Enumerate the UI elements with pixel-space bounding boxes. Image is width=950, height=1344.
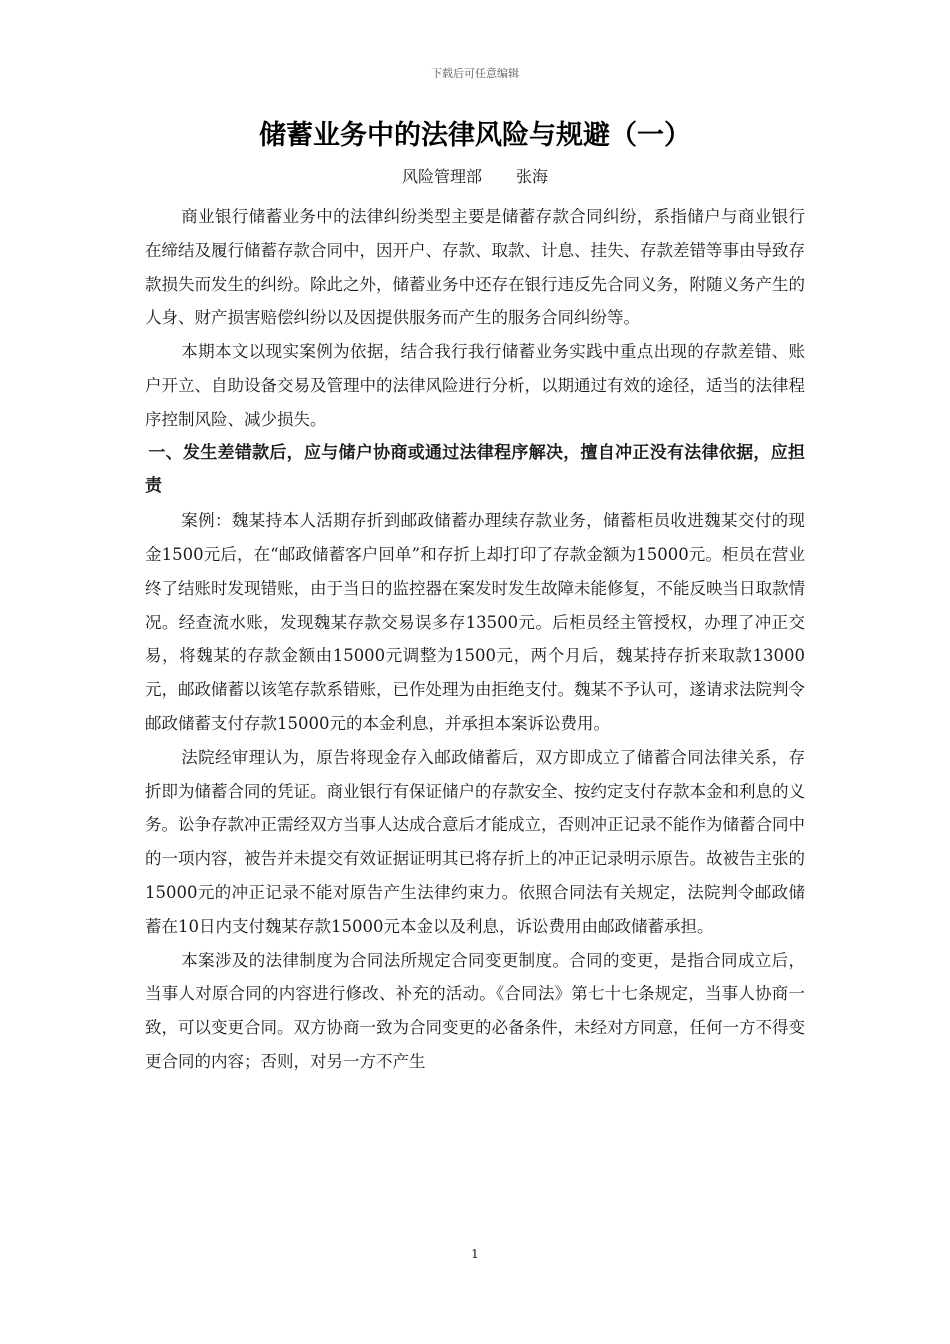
paragraph-analysis: 本案涉及的法律制度为合同法所规定合同变更制度。合同的变更，是指合同成立后，当事人对原合同的内容进行修改、补充的活动。《合同法》第七十七条规定，当事人协商一致，可以变更合同。双方协商一致为合同变更的必备条件，未经对方同意，任何一方不得变更合同的内容；否则，对另一方不产生	[145, 950, 805, 1071]
document-title: 储蓄业务中的法律风险与规避（一）	[259, 120, 691, 151]
section-heading-1: 一、发生差错款后，应与储户协商或通过法律程序解决，擅自冲正没有法律依据，应担责	[145, 442, 805, 497]
paragraph-purpose: 本期本文以现实案例为依据，结合我行我行储蓄业务实践中重点出现的存款差错、账户开立、自助设备交易及管理中的法律风险进行分析，以期通过有效的途径，适当的法律程序控制风险、减少损失。	[145, 342, 805, 429]
page-number: 1	[471, 1247, 479, 1261]
byline-department: 风险管理部	[401, 167, 482, 186]
paragraph-case: 案例：魏某持本人活期存折到邮政储蓄办理续存款业务，储蓄柜员收进魏某交付的现金1500元后，在“邮政储蓄客户回单”和存折上却打印了存款金额为15000元。柜员在营业终了结账时发现错账，由于当日的监控器在案发时发生故障未能修复，不能反映当日取款情况。经查流水账，发现魏某存款交易误多存13500元。后柜员经主管授权，办理了冲正交易，将魏某的存款金额由15000元调整为1500元，两个月后，魏某持存折来取款13000元，邮政储蓄以该笔存款系错账，已作处理为由拒绝支付。魏某不予认可，遂请求法院判令邮政储蓄支付存款15000元的本金利息，并承担本案诉讼费用。	[145, 511, 805, 733]
paragraph-ruling: 法院经审理认为，原告将现金存入邮政储蓄后，双方即成立了储蓄合同法律关系，存折即为储蓄合同的凭证。商业银行有保证储户的存款安全、按约定支付存款本金和利息的义务。讼争存款冲正需经双方当事人达成合意后才能成立，否则冲正记录不能作为储蓄合同中的一项内容，被告并未提交有效证据证明其已将存折上的冲正记录明示原告。故被告主张的15000元的冲正记录不能对原告产生法律约束力。依照合同法有关规定，法院判令邮政储蓄在10日内支付魏某存款15000元本金以及利息，诉讼费用由邮政储蓄承担。	[145, 747, 805, 936]
paragraph-intro: 商业银行储蓄业务中的法律纠纷类型主要是储蓄存款合同纠纷，系指储户与商业银行在缔结及履行储蓄存款合同中，因开户、存款、取款、计息、挂失、存款差错等事由导致存款损失而发生的纠纷。除此之外，储蓄业务中还存在银行违反先合同义务，附随义务产生的人身、财产损害赔偿纠纷以及因提供服务而产生的服务合同纠纷等。	[145, 207, 805, 328]
document-body	[145, 200, 805, 1079]
header-note: 下载后可任意编辑	[431, 67, 519, 80]
byline	[0, 164, 950, 190]
byline-author: 张海	[516, 167, 549, 186]
